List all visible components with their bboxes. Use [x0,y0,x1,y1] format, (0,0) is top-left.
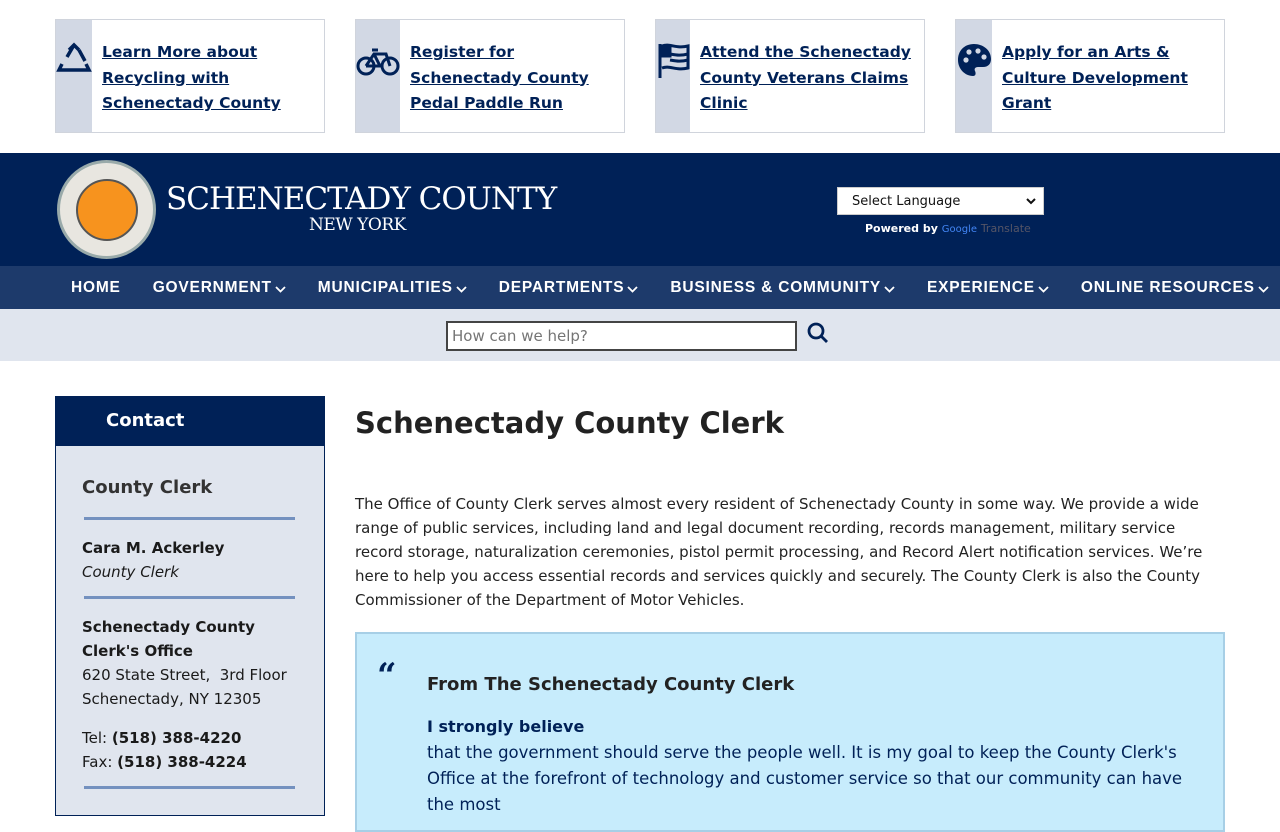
promo-card-veterans[interactable] [655,19,925,133]
chevron-down-icon [1038,285,1049,293]
divider [84,786,295,789]
language-select[interactable] [837,187,1044,215]
google-logo[interactable]: Google [941,224,977,235]
chevron-down-icon [456,285,467,293]
powered-by-label: Powered by [865,222,938,235]
fax-label: Fax: [82,753,113,771]
nav-label: DEPARTMENTS [498,279,625,296]
intro-paragraph: The Office of County Clerk serves almost every resident of Schenectady County in some way. We provide a wide range of public services, including land and legal document recording, records management, military service record storage, naturalization ceremonies, pistol permit processing, and Record Alert notification services. We’re here to help you access essential records and services quickly and securely. The County Clerk is also the County Commissioner of the Department of Motor Vehicles. [355,495,1203,609]
quote-icon: “ [377,656,397,696]
contact-name: Cara M. Ackerley [82,539,225,557]
contact-role: County Clerk [82,563,179,581]
nav-experience[interactable] [927,266,1049,309]
search-input[interactable] [446,321,797,351]
main-nav [0,266,1280,309]
search-icon[interactable] [807,322,829,348]
page-title: Schenectady County Clerk [355,406,784,440]
nav-municipalities[interactable] [318,266,467,309]
promo-card-arts-grant[interactable] [955,19,1225,133]
nav-departments[interactable] [499,266,639,309]
nav-label: BUSINESS & COMMUNITY [670,279,881,296]
office-name: Schenectady County Clerk's Office [82,618,255,660]
main-content [355,396,1225,832]
nav-government[interactable] [153,266,286,309]
county-seal-logo[interactable] [57,160,156,259]
chevron-down-icon [627,285,638,293]
search-bar [0,309,1280,361]
divider [84,596,295,599]
promo-link[interactable]: Register for Schenectady County Pedal Paddle Run [410,43,589,112]
nav-label: GOVERNMENT [152,279,272,296]
quote-heading: From The Schenectady County Clerk [427,674,795,695]
nav-label: HOME [71,279,121,296]
nav-label: MUNICIPALITIES [317,279,453,296]
nav-home[interactable] [71,266,121,309]
language-select-value: Select Language [852,194,961,209]
sidebar-heading: Contact [56,397,324,446]
nav-label: EXPERIENCE [926,279,1035,296]
flag-icon [656,20,690,132]
divider [84,517,295,520]
address-line-1: 620 State Street, 3rd Floor [82,666,287,684]
chevron-down-icon [275,285,286,293]
chevron-down-icon [1258,285,1269,293]
fax-number: (518) 388-4224 [117,753,247,771]
promo-link[interactable]: Attend the Schenectady County Veterans Claims Clinic [700,43,911,112]
nav-online-resources[interactable] [1081,266,1269,309]
nav-business-community[interactable] [670,266,895,309]
promo-link[interactable]: Apply for an Arts & Culture Development Grant [1002,43,1188,112]
bicycle-icon [356,20,400,132]
recycle-icon [56,20,92,132]
chevron-down-icon [1026,197,1036,205]
promo-link[interactable]: Learn More about Recycling with Schenectady County [102,43,281,112]
quote-text: that the government should serve the people well. It is my goal to keep the County Clerk's Office at the forefront of technology and customer service so that our community can have the most [427,743,1183,814]
palette-icon [956,20,992,132]
contact-sidebar [55,396,325,816]
promo-card-pedal-paddle[interactable] [355,19,625,133]
contact-title: County Clerk [82,477,213,498]
site-header [0,153,1280,266]
tel-label: Tel: [82,729,108,747]
site-subtitle: NEW YORK [309,215,406,235]
tel-link[interactable]: (518) 388-4220 [111,729,242,747]
quote-lead: I strongly believe [427,717,585,736]
site-title[interactable]: SCHENECTADY COUNTY [166,181,557,217]
address-line-2: Schenectady, NY 12305 [82,690,262,708]
clerk-quote-box [355,632,1225,832]
translate-link[interactable]: Translate [980,222,1031,235]
powered-by-google-translate [865,222,1031,235]
nav-label: ONLINE RESOURCES [1080,279,1255,296]
promo-card-recycling[interactable] [55,19,325,133]
chevron-down-icon [884,285,895,293]
